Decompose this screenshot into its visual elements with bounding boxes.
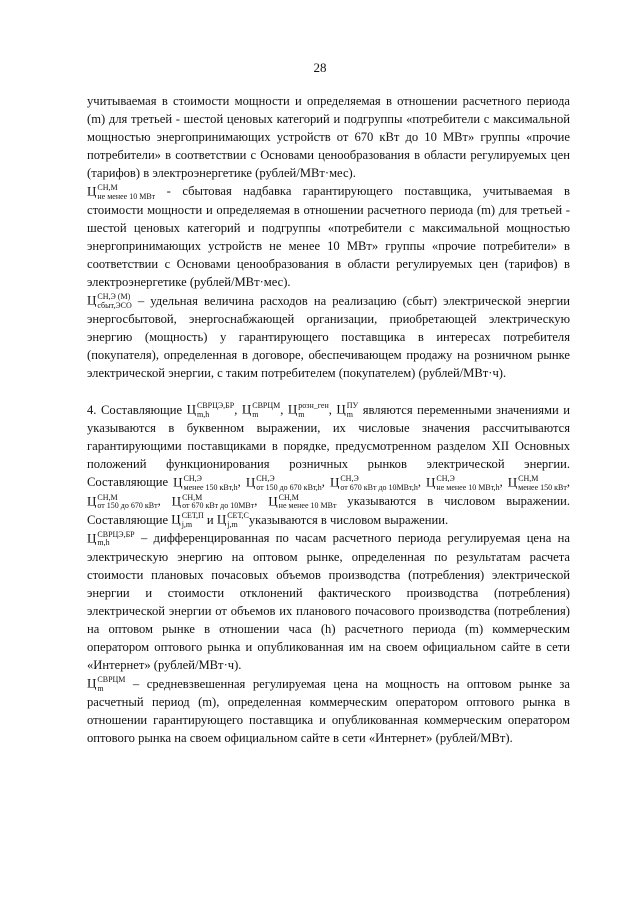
page-number: 28 [313, 60, 327, 75]
definition-text: – удельная величина расходов на реализацию (сбыт) электрической энергии энергосбытовой, энергоснабжающей организации, приобретающей электрическую энергию (мощность) у гарантирующего поставщика в интересах потребителя (покупателя), определенная в договоре, обеспечивающем продажу на розничном рынке электрической энергии, с таким потребителем (покупателем) (рублей/МВт·ч). [87, 293, 570, 381]
formula-symbol: Ц СЕТ,П j,m [171, 511, 204, 529]
formula-symbol: Ц СН,Э не менее 10 МВт,h [426, 474, 500, 492]
formula-symbol: Ц ПУ m [336, 401, 359, 419]
definition-text: – дифференцированная по часам расчетного периода регулируемая цена на электрическую энергию на оптовом рынке, определенная по результатам расчета стоимости плановых почасовых объемов производства (потребления) электрической энергии и стоимости отклонений фактического производства (потребления) электрической энергии от объемов их планового почасового производства (потребления) на оптовом рынке в отношении часа (h) расчетного периода (m) коммерческим оператором оптового рынка и опубликованная им на своем официальном сайте в сети «Интернет» (рублей/МВт·ч). [87, 531, 570, 673]
formula-symbol: Ц СВРЦЭ,БР m,h [87, 529, 135, 548]
paragraph-4: 4. Составляющие Ц СВРЦЭ,БР m,h , Ц СВРЦМ m , Ц розн_ген m , Ц ПУ m являются переменными значениями и указываются в буквенном выражении, их числовые значения рассчитываются гарантирующими поставщиками в порядке, предусмотренном разделом XII Основных положений функционирования розничных рынков электрической энергии. Составляющие Ц СН,Э менее 150 кВт,h , Ц СН,Э от 150 до 670 кВт,h , Ц СН,Э от 670 кВт до 10МВт,h , Ц СН,Э не менее 10 МВт,h , Ц СН,М менее 150 кВт , Ц СН,М от 150 до 670 кВт , Ц СН,М от 670 кВт до 10МВт , Ц СН,М не менее 10 МВт указываются в числовом выражении. Составляющие Ц СЕТ,П j,m и Ц СЕТ,С j,m указываются в числовом выражении. [87, 401, 571, 529]
formula-symbol: Ц СВРЦЭ,БР m,h [186, 401, 235, 419]
formula-symbol: Ц СН,М от 150 до 670 кВт [87, 492, 158, 511]
formula-symbol: Ц СН,Э от 150 до 670 кВт,h [245, 474, 322, 492]
formula-symbol: Ц СВРЦМ m [241, 401, 281, 419]
document-body [87, 92, 570, 747]
formula-symbol: Ц СН,М не менее 10 МВт [268, 492, 337, 511]
formula-symbol: Ц СН,М менее 150 кВт [507, 474, 567, 492]
definition-sales-expenses [87, 292, 570, 383]
formula-symbol: Ц розн_ген m [287, 401, 329, 419]
formula-symbol: Ц СН,Э от 670 кВт до 10МВт,h [329, 474, 418, 492]
formula-symbol: Ц СВРЦМ m [87, 675, 126, 693]
formula-symbol: Ц СН,Э (М) сбыт,ЭСО [87, 292, 132, 310]
formula-symbol: Ц СЕТ,С j,m [216, 511, 249, 529]
definition-markup-10mw [87, 182, 570, 291]
paragraph-continuation: учитываемая в стоимости мощности и определяемая в отношении расчетного периода (m) для третьей - шестой ценовых категорий и подгруппы «потребители с максимальной мощностью энергопринимающих устройств от 670 кВт до 10 МВт» группы «прочие потребители» в соответствии с Основами ценообразования в области регулируемых цен (тарифов) в электроэнергетике (рублей/МВт·мес). [87, 94, 570, 181]
formula-symbol: Ц СН,Э менее 150 кВт,h [173, 474, 238, 492]
definition-text: - сбытовая надбавка гарантирующего поставщика, учитываемая в стоимости мощности и определяемая в отношении расчетного периода (m) для третьей - шестой ценовых категорий и подгруппы «потребители с максимальной мощностью энергопринимающих устройств не менее 10 МВт» группы «прочие потребители» в соответствии с Основами ценообразования в области регулируемых цен (тарифов) в электроэнергетике (рублей/МВт·мес). [87, 184, 570, 290]
definition-wholesale-energy-price [87, 529, 570, 674]
definition-text: – средневзвешенная регулируемая цена на мощность на оптовом рынке за расчетный период (m), определенная коммерческим оператором оптового рынка в отношении гарантирующего поставщика и опубликованная коммерческим оператором оптового рынка на своем официальном сайте в сети «Интернет» (рублей/МВт). [87, 676, 570, 746]
definition-capacity-price [87, 675, 570, 748]
formula-symbol: Ц СН,М от 670 кВт до 10МВт [171, 492, 255, 511]
formula-symbol: Ц СН,М не менее 10 МВт [87, 183, 156, 201]
